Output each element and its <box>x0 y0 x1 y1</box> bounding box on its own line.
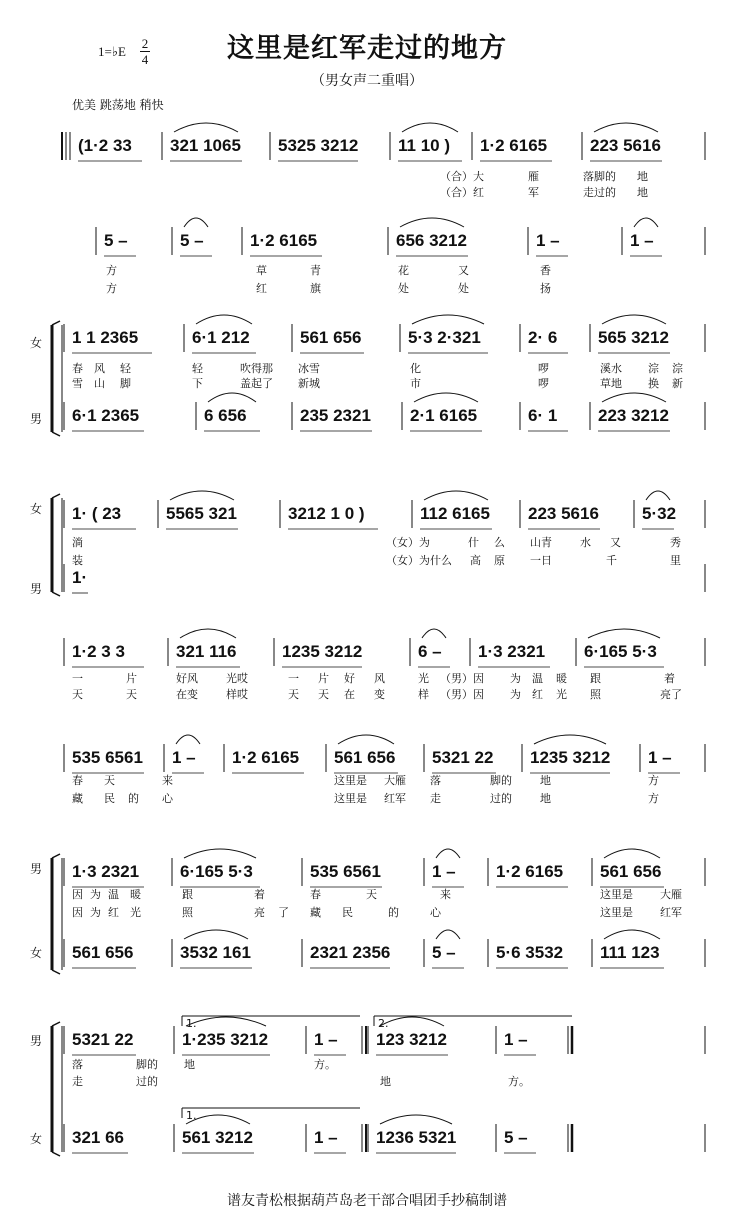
slur <box>604 930 660 939</box>
measure: 561 656 <box>600 862 662 881</box>
measure: 235 2321 <box>300 406 371 425</box>
measure: 3212 1 0 ) <box>288 504 365 523</box>
lyric-syllable: 天 <box>366 888 377 901</box>
slur <box>180 629 236 638</box>
lyric-syllable: 落脚的 <box>583 170 616 183</box>
measure: 5565 321 <box>166 504 237 523</box>
measure: 5·32 <box>642 504 677 523</box>
lyric-syllable: 地 <box>637 170 648 183</box>
lyric-syllable: 民 <box>104 792 115 805</box>
slur <box>208 393 256 402</box>
lyric-syllable: 处 <box>458 282 469 295</box>
slur <box>170 491 234 500</box>
volta-label: 1. <box>186 1017 197 1030</box>
lyric-syllable: 冰雪 <box>298 362 320 375</box>
lyric-syllable: 在 <box>344 688 355 701</box>
measure: 1·2 6165 <box>496 862 564 881</box>
lyric-syllable: 这里是 <box>600 906 633 919</box>
measure: 561 656 <box>300 328 362 347</box>
lyric-syllable: 红 <box>532 688 543 701</box>
lyric-syllable: 民 <box>342 906 353 919</box>
lyric-syllable: 春 <box>72 774 83 787</box>
volta-label: 1. <box>186 1109 197 1122</box>
measure: 6 – <box>418 642 442 661</box>
lyric-syllable: 因 <box>72 888 83 901</box>
bar-line <box>52 321 60 325</box>
lyric-syllable: 这里是 <box>600 888 633 901</box>
measure: 1 – <box>314 1030 338 1049</box>
lyric-syllable: 好风 <box>176 672 198 685</box>
part-label: 男 <box>30 412 43 426</box>
credit-line: 谱友青松根据葫芦岛老干部合唱团手抄稿制谱 <box>227 1193 507 1209</box>
measure: 5·6 3532 <box>496 943 564 962</box>
measure: 223 3212 <box>598 406 669 425</box>
slur <box>414 393 478 402</box>
meter-numerator: 2 <box>141 36 149 51</box>
measure: 1236 5321 <box>376 1128 457 1147</box>
measure: 1·235 3212 <box>182 1030 269 1049</box>
measure: 321 116 <box>176 642 237 661</box>
lyric-syllable: 亮了 <box>660 688 682 701</box>
lyric-syllable: 地 <box>540 774 551 787</box>
measure: 1·2 6165 <box>250 231 318 250</box>
lyric-syllable: 心 <box>162 792 173 805</box>
lyric-syllable: 过的 <box>136 1075 158 1088</box>
measure: 565 3212 <box>598 328 669 347</box>
lyric-syllable: 春 <box>310 888 321 901</box>
lyric-syllable: （合）大 <box>440 170 484 183</box>
lyric-syllable: 里 <box>670 554 681 567</box>
key-signature: 1=♭E <box>98 44 126 59</box>
measure: 6·1 2365 <box>72 406 140 425</box>
measure: 1 – <box>648 748 672 767</box>
slur <box>634 218 658 227</box>
lyric-syllable: 的 <box>128 792 139 805</box>
lyric-syllable: 山 <box>94 377 105 390</box>
lyric-syllable: 因 <box>72 906 83 919</box>
measure: 6 656 <box>204 406 247 425</box>
measure: 5321 22 <box>432 748 494 767</box>
lyric-syllable: 天 <box>104 774 115 787</box>
measure: 5 – <box>180 231 204 250</box>
lyric-syllable: 着 <box>254 888 265 901</box>
lyric-syllable: 方 <box>648 792 659 805</box>
part-label: 男 <box>30 1034 43 1048</box>
lyric-syllable: 方 <box>106 282 117 295</box>
slur <box>176 735 200 744</box>
lyric-syllable: 这里是 <box>334 792 367 805</box>
slur <box>422 629 446 638</box>
lyric-syllable: 化 <box>410 362 421 375</box>
lyric-syllable: 青 <box>310 264 321 277</box>
part-label: 男 <box>30 582 43 596</box>
lyric-syllable: 温 <box>532 672 543 685</box>
lyric-syllable: 照 <box>182 906 193 919</box>
lyric-syllable: 来 <box>162 774 173 787</box>
lyric-syllable: 春 <box>72 362 83 375</box>
slur <box>402 123 458 132</box>
lyric-syllable: 落 <box>72 1058 83 1071</box>
slur <box>436 930 460 939</box>
measure: 1·2 3 3 <box>72 642 125 661</box>
lyric-syllable: 秀 <box>670 536 681 549</box>
measure: 223 5616 <box>528 504 599 523</box>
lyric-syllable: 盖起了 <box>240 377 273 390</box>
lyric-syllable: （女）为什么 <box>386 554 452 567</box>
bar-line <box>52 970 60 974</box>
lyric-syllable: 扬 <box>540 282 551 295</box>
lyric-syllable: 暖 <box>130 888 141 901</box>
lyric-syllable: 红军 <box>384 792 406 805</box>
lyric-syllable: 光 <box>130 906 141 919</box>
slur <box>380 1017 444 1026</box>
measure: 5·3 2·321 <box>408 328 481 347</box>
tempo-marking: 优美 跳荡地 稍快 <box>72 98 164 112</box>
lyric-syllable: 天 <box>318 688 329 701</box>
measure: 321 66 <box>72 1128 124 1147</box>
measure: 2· 6 <box>528 328 558 347</box>
measure: 5 – <box>504 1128 528 1147</box>
measure: 561 656 <box>72 943 134 962</box>
lyric-syllable: 样哎 <box>226 688 248 701</box>
measure: 1 – <box>536 231 560 250</box>
lyric-syllable: 啰 <box>538 377 549 390</box>
slur <box>646 491 670 500</box>
lyric-syllable: 着 <box>664 672 675 685</box>
lyric-syllable: 红军 <box>660 906 682 919</box>
lyric-syllable: 跟 <box>182 888 193 901</box>
lyric-syllable: 装 <box>72 554 83 567</box>
lyric-syllable: 旗 <box>310 282 321 295</box>
lyric-syllable: 风 <box>94 362 105 375</box>
lyric-syllable: 心 <box>430 906 441 919</box>
part-label: 女 <box>30 946 43 960</box>
lyric-syllable: 轻 <box>192 362 203 375</box>
lyric-syllable: 照 <box>590 688 601 701</box>
lyric-syllable: 变 <box>374 688 385 701</box>
lyric-syllable: 藏 <box>72 792 83 805</box>
measure: 2321 2356 <box>310 943 391 962</box>
measure: 123 3212 <box>376 1030 447 1049</box>
lyric-syllable: 为 <box>90 906 101 919</box>
lyric-syllable: 啰 <box>538 362 549 375</box>
lyric-syllable: 溪水 <box>600 362 622 375</box>
lyric-syllable: 走 <box>72 1075 83 1088</box>
lyric-syllable: 为 <box>90 888 101 901</box>
measure: 1 – <box>314 1128 338 1147</box>
lyric-syllable: 为 <box>510 672 521 685</box>
measure: 223 5616 <box>590 136 661 155</box>
slur <box>604 849 660 858</box>
slur <box>174 123 238 132</box>
measure: 561 3212 <box>182 1128 253 1147</box>
slur <box>196 315 252 324</box>
lyric-syllable: 红 <box>256 282 267 295</box>
lyric-syllable: （男）因 <box>440 672 484 685</box>
lyric-syllable: 地 <box>184 1058 195 1071</box>
measure: (1·2 33 <box>78 136 132 155</box>
lyric-syllable: 方。 <box>508 1075 530 1088</box>
measure: 6· 1 <box>528 406 558 425</box>
lyric-syllable: 地 <box>380 1075 391 1088</box>
slur <box>380 1115 452 1124</box>
lyric-syllable: 天 <box>126 688 137 701</box>
lyric-syllable: 军 <box>528 186 539 199</box>
lyric-syllable: 香 <box>540 264 551 277</box>
lyric-syllable: 风 <box>374 672 385 685</box>
lyric-syllable: 温 <box>108 888 119 901</box>
part-label: 男 <box>30 862 43 876</box>
lyric-syllable: 片 <box>126 672 137 685</box>
lyric-syllable: 新 <box>672 377 683 390</box>
lyric-syllable: 一 <box>288 672 299 685</box>
lyric-syllable: 地 <box>637 186 648 199</box>
slur <box>184 930 248 939</box>
lyric-syllable: 跟 <box>590 672 601 685</box>
volta-label: 2. <box>378 1017 389 1030</box>
slur <box>602 315 666 324</box>
slur <box>186 1017 266 1026</box>
lyric-syllable: 吹得那 <box>240 362 273 375</box>
lyric-syllable: 市 <box>410 377 421 390</box>
measure: 111 123 <box>600 943 660 962</box>
measure: 5325 3212 <box>278 136 359 155</box>
measure: 1· <box>72 568 88 587</box>
lyric-syllable: 一日 <box>530 554 552 567</box>
measure: 5 – <box>104 231 128 250</box>
measure: 112 6165 <box>420 504 490 523</box>
slur <box>534 735 606 744</box>
lyric-syllable: 淌 <box>72 536 83 549</box>
slur <box>412 315 484 324</box>
lyric-syllable: 大雁 <box>660 888 682 901</box>
lyric-syllable: 下 <box>192 377 203 390</box>
slur <box>602 393 666 402</box>
slur <box>184 218 208 227</box>
lyric-syllable: 脚 <box>120 377 131 390</box>
lyric-syllable: 来 <box>440 888 451 901</box>
measure: 1·3 2321 <box>72 862 140 881</box>
bar-line <box>52 592 60 596</box>
lyric-syllable: 千 <box>606 554 617 567</box>
lyric-syllable: 亮 <box>254 906 265 919</box>
lyric-syllable: 雪 <box>72 377 83 390</box>
measure: 1 – <box>432 862 456 881</box>
lyric-syllable: 换 <box>648 377 659 390</box>
lyric-syllable: 藏 <box>310 906 321 919</box>
lyric-syllable: 草 <box>256 264 267 277</box>
lyric-syllable: 雁 <box>528 170 539 183</box>
lyric-syllable: 在变 <box>176 688 198 701</box>
lyric-syllable: 淙 <box>672 362 683 375</box>
measure: 561 656 <box>334 748 396 767</box>
lyric-syllable: 什 <box>468 536 479 549</box>
lyric-syllable: 方 <box>106 264 117 277</box>
measure: 1 – <box>172 748 196 767</box>
lyric-syllable: 又 <box>458 264 469 277</box>
lyric-syllable: 的 <box>388 906 399 919</box>
part-label: 女 <box>30 502 43 516</box>
lyric-syllable: 这里是 <box>334 774 367 787</box>
lyric-syllable: 山青 <box>530 536 552 549</box>
lyric-syllable: 了 <box>278 906 289 919</box>
lyric-syllable: 草地 <box>600 377 622 390</box>
measure: 656 3212 <box>396 231 467 250</box>
bar-line <box>52 494 60 498</box>
lyric-syllable: 走过的 <box>583 186 616 199</box>
slur <box>594 123 658 132</box>
lyric-syllable: 大雁 <box>384 774 406 787</box>
lyric-syllable: 花 <box>398 264 409 277</box>
lyric-syllable: 淙 <box>648 362 659 375</box>
measure: 1·2 6165 <box>480 136 548 155</box>
measure: 11 10 ) <box>398 136 450 155</box>
lyric-syllable: （女）为 <box>386 536 430 549</box>
lyric-syllable: 方。 <box>314 1058 336 1071</box>
lyric-syllable: 片 <box>318 672 329 685</box>
page-title: 这里是红军走过的地方 <box>227 33 507 64</box>
measure: 1 – <box>630 231 654 250</box>
lyric-syllable: 么 <box>494 536 505 549</box>
measure: 2·1 6165 <box>410 406 478 425</box>
measure: 535 6561 <box>310 862 381 881</box>
lyric-syllable: 原 <box>494 554 505 567</box>
lyric-syllable: 又 <box>610 536 621 549</box>
lyric-syllable: 脚的 <box>490 774 512 787</box>
lyric-syllable: 过的 <box>490 792 512 805</box>
lyric-syllable: 为 <box>510 688 521 701</box>
lyric-syllable: 光 <box>556 688 567 701</box>
slur <box>424 491 488 500</box>
lyric-syllable: 红 <box>108 906 119 919</box>
measure: 321 1065 <box>170 136 241 155</box>
measure: 6·165 5·3 <box>584 642 657 661</box>
measure: 1235 3212 <box>530 748 611 767</box>
measure: 5321 22 <box>72 1030 134 1049</box>
measure: 1· ( 23 <box>72 504 122 523</box>
bar-line <box>52 1152 60 1156</box>
measure: 1 – <box>504 1030 528 1049</box>
measure: 1 1 2365 <box>72 328 139 347</box>
lyric-syllable: （男）因 <box>440 688 484 701</box>
measure: 6·1 212 <box>192 328 250 347</box>
lyric-syllable: 方 <box>648 774 659 787</box>
lyric-syllable: 一 <box>72 672 83 685</box>
lyric-syllable: 光哎 <box>226 672 248 685</box>
lyric-syllable: 高 <box>470 554 481 567</box>
lyric-syllable: 样 <box>418 688 429 701</box>
measure: 3532 161 <box>180 943 251 962</box>
measure: 1·2 6165 <box>232 748 300 767</box>
measure: 535 6561 <box>72 748 143 767</box>
part-label: 女 <box>30 336 43 350</box>
bar-line <box>52 1022 60 1026</box>
lyric-syllable: 水 <box>580 536 591 549</box>
slur <box>588 629 660 638</box>
lyric-syllable: 暖 <box>556 672 567 685</box>
lyric-syllable: 走 <box>430 792 441 805</box>
lyric-syllable: 轻 <box>120 362 131 375</box>
lyric-syllable: 好 <box>344 672 355 685</box>
lyric-syllable: 落 <box>430 774 441 787</box>
subtitle: （男女声二重唱） <box>311 73 423 89</box>
slur <box>436 849 460 858</box>
lyric-syllable: 新城 <box>298 377 320 390</box>
lyric-syllable: 光 <box>418 672 429 685</box>
measure: 6·165 5·3 <box>180 862 253 881</box>
measure: 5 – <box>432 943 456 962</box>
lyric-syllable: 天 <box>288 688 299 701</box>
part-label: 女 <box>30 1132 43 1146</box>
lyric-syllable: 地 <box>540 792 551 805</box>
measure: 1235 3212 <box>282 642 363 661</box>
slur <box>338 735 394 744</box>
meter-denominator: 4 <box>141 52 149 67</box>
slur <box>400 218 464 227</box>
bar-line <box>52 854 60 858</box>
lyric-syllable: （合）红 <box>440 186 484 199</box>
lyric-syllable: 脚的 <box>136 1058 158 1071</box>
bar-line <box>52 432 60 436</box>
lyric-syllable: 天 <box>72 688 83 701</box>
measure: 1·3 2321 <box>478 642 546 661</box>
slur <box>184 849 256 858</box>
slur <box>186 1115 250 1124</box>
lyric-syllable: 处 <box>398 282 409 295</box>
